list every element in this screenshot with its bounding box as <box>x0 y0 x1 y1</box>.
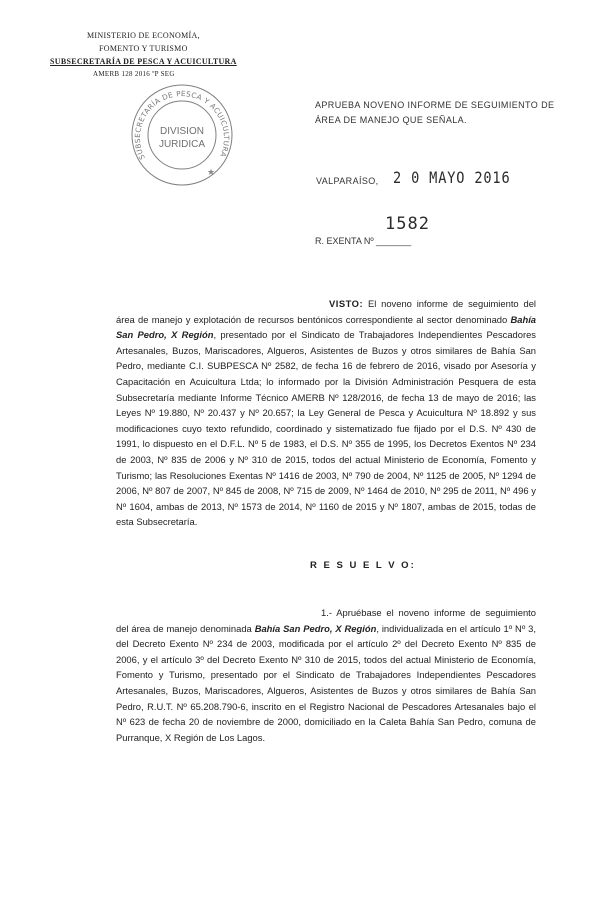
resuelvo-heading: R E S U E L V O: <box>310 560 416 571</box>
stamp-star-icon: ★ <box>207 168 216 178</box>
resuelvo-text-2: , individualizada en el artículo 1º Nº 3, del Decreto Exento Nº 234 de 2003, modificada por el artículo 2º del Decreto Exento Nº 835 de 2006, y el artículo 3º del Decreto Exento Nº 310 de 2015, todos del actual Ministerio de Economía, Fomento y Turismo, presentado por el Sindicato de Trabajadores Independientes Pescadores Artesanales, Buzos, Mariscadores, Algueros, Asistentes de Buzos y otros similares de Bahía San Pedro, R.U.T. Nº 65.208.790-6, inscrito en el Registro Nacional de Pescadores Artesanales bajo el Nº 623 de fecha 20 de noviembre de 2000, domiciliado en la Caleta Bahía San Pedro, comuna de Purranque, X Región de Los Lagos. <box>116 622 536 743</box>
reference-code: AMERB 128 2016 ºP SEG <box>93 70 175 78</box>
resolution-label: R. EXENTA Nº _______ <box>315 236 412 246</box>
stamp-inner-line-1: DIVISION <box>160 126 204 137</box>
resuelvo-text-1: 1.- Apruébase el noveno informe de seguimiento del área de manejo denominada <box>116 607 536 634</box>
date-stamp: 2 0 MAYO 2016 <box>393 168 511 187</box>
visto-text-1: El noveno informe de seguimiento del área de manejo y explotación de recursos bentónicos correspondiente al sector denominado <box>116 298 536 325</box>
resuelvo-area-name: Bahía San Pedro, X Región <box>254 622 377 634</box>
ministry-name-line-2: FOMENTO Y TURISMO <box>99 44 188 53</box>
visto-label: VISTO: <box>329 298 364 309</box>
ministry-name: MINISTERIO DE ECONOMÍA, <box>87 31 200 40</box>
city-label: VALPARAÍSO, <box>316 176 379 186</box>
visto-paragraph <box>116 296 536 530</box>
division-juridica-stamp <box>127 80 237 190</box>
undersecretariat-name: SUBSECRETARÍA DE PESCA Y ACUICULTURA <box>50 57 237 66</box>
subject-line-2: ÁREA DE MANEJO QUE SEÑALA. <box>315 115 467 125</box>
resuelvo-item-1 <box>116 605 536 745</box>
stamp-inner-line-2: JURIDICA <box>158 139 206 150</box>
stamp-outer-text: SUBSECRETARÍA DE PESCA Y ACUICULTURA <box>132 89 232 162</box>
resolution-number: 1582 <box>385 214 430 234</box>
visto-area-name: Bahía San Pedro, X Región <box>116 313 537 341</box>
visto-text-2: , presentado por el Sindicato de Trabajadores Independientes Pescadores Artesanales, Buzos, Mariscadores, Algueros, Asistentes de Buzos y otros similares de Bahía San Pedro, mediante C.I. SUBPESCA Nº 2582, de fecha 16 de febrero de 2016, visado por Asesoría y Capacitación en Acuicultura Ltda; lo informado por la División Administración Pesquera de esta Subsecretaría mediante Informe Técnico AMERB Nº 128/2016, de fecha 13 de mayo de 2016; las Leyes Nº 19.880, Nº 20.437 y Nº 20.657; la Ley General de Pesca y Acuicultura Nº 18.892 y sus modificaciones cuyo texto refundido, coordinado y sistematizado fue fijado por el D.S. Nº 430 de 1991, lo dispuesto en el D.F.L. Nº 5 de 1983, el D.S. Nº 355 de 1995, los Decretos Exentos Nº 234 de 2003, Nº 835 de 2006 y Nº 310 de 2015, todos del actual Ministerio de Economía, Fomento y Turismo; las Resoluciones Exentas Nº 1416 de 2003, Nº 790 de 2004, Nº 1125 de 2005, Nº 1294 de 2006, Nº 807 de 2007, Nº 845 de 2008, Nº 715 de 2009, Nº 1464 de 2010, Nº 295 de 2011, Nº 496 y Nº 1604, ambas de 2013, Nº 1573 de 2014, Nº 1160 de 2015 y Nº 1807, ambas de 2015, todas de esta Subsecretaría. <box>116 329 536 528</box>
subject-line-1: APRUEBA NOVENO INFORME DE SEGUIMIENTO DE <box>315 100 555 110</box>
